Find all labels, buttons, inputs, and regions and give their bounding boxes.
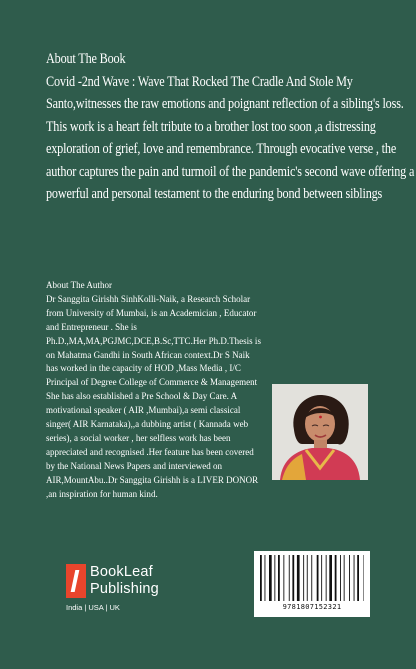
about-author-line: Principal of Degree College of Commerce & Management bbox=[46, 377, 258, 389]
about-author-line: appreciated and recognised .Her feature has been covered bbox=[46, 446, 254, 458]
isbn-barcode bbox=[254, 551, 370, 617]
about-author-line: on Mahatma Gandhi in South African context.Dr S Naik bbox=[46, 349, 250, 361]
barcode-bar bbox=[340, 555, 341, 601]
barcode-bar bbox=[321, 555, 322, 601]
about-author-line: AIR,MountAbu..Dr Sanggita Girishh is a LIVER DONOR bbox=[46, 474, 259, 486]
about-author-line: from University of Mumbai, is an Academician , Educator bbox=[46, 307, 257, 319]
about-author-heading: About The Author bbox=[46, 280, 112, 291]
publisher-regions: India | USA | UK bbox=[66, 603, 120, 612]
barcode-bar bbox=[269, 555, 272, 601]
barcode-bar bbox=[307, 555, 308, 601]
isbn-number: 9781807152321 bbox=[282, 603, 342, 611]
author-photo bbox=[272, 384, 368, 480]
about-author-line: singer( AIR Karnataka),,a dubbing artist ( Kannada web bbox=[46, 419, 249, 431]
barcode-bar bbox=[265, 555, 266, 601]
barcode-bar bbox=[292, 555, 294, 601]
barcode-bar bbox=[329, 555, 332, 601]
about-author-line: She has also established a Pre School & Day Care. A bbox=[46, 391, 238, 403]
barcode-bar bbox=[278, 555, 280, 601]
about-book-line: This work is a heart felt tribute to a brother lost too soon ,a distressing bbox=[46, 118, 376, 135]
about-book-heading: About The Book bbox=[46, 51, 126, 67]
about-book-line: powerful and personal testament to the enduring bond between siblings bbox=[46, 186, 383, 202]
barcode-bar bbox=[274, 555, 275, 601]
about-book-line: exploration of grief, love and remembrance. Through evocative verse , the bbox=[46, 141, 397, 157]
barcode-bar bbox=[260, 555, 262, 601]
barcode-bar bbox=[364, 555, 365, 601]
barcode-bar bbox=[335, 555, 337, 601]
about-book-line: Covid -2nd Wave : Wave That Rocked The Cradle And Stole My bbox=[46, 73, 353, 90]
bookleaf-publishing-logo bbox=[66, 564, 186, 614]
barcode-bar bbox=[303, 555, 304, 601]
barcode-bar bbox=[326, 555, 327, 601]
about-the-author-section bbox=[46, 279, 286, 502]
about-author-line: series), a social worker , her selfless work has been bbox=[46, 432, 231, 444]
publisher-name-line2: Publishing bbox=[90, 581, 159, 597]
about-author-line: ,an inspiration for human kind. bbox=[46, 488, 158, 500]
barcode-bars bbox=[260, 555, 364, 601]
barcode-bar bbox=[357, 555, 359, 601]
about-author-line: by the National News Papers and interviewed on bbox=[46, 460, 223, 472]
about-author-line: Ph.D.,MA,MA,PGJMC,DCE,B.Sc,TTC.Her Ph.D.Thesis is bbox=[46, 335, 261, 347]
barcode-bar bbox=[311, 555, 312, 601]
barcode-bar bbox=[283, 555, 284, 601]
barcode-bar bbox=[344, 555, 345, 601]
barcode-bar bbox=[297, 555, 300, 601]
about-author-line: and Entrepreneur . She is bbox=[46, 321, 137, 333]
barcode-bar bbox=[289, 555, 290, 601]
about-book-line: Santo,witnesses the raw emotions and poignant reflection of a sibling's loss. bbox=[46, 96, 404, 112]
about-author-line: Dr Sanggita Girishh SinhKolli-Naik, a Research Scholar bbox=[46, 293, 251, 305]
about-author-line: has worked in the capacity of HOD ,Mass Media , I/C bbox=[46, 363, 241, 375]
about-author-line: motivational speaker ( AIR ,Mumbai),a semi classical bbox=[46, 405, 241, 417]
barcode-bar bbox=[349, 555, 350, 601]
publisher-name-line1: BookLeaf bbox=[90, 564, 153, 580]
bookleaf-logo-icon bbox=[66, 564, 86, 598]
about-the-book-section bbox=[46, 48, 415, 206]
barcode-bar bbox=[317, 555, 319, 601]
barcode-bar bbox=[354, 555, 355, 601]
about-book-line: author captures the pain and turmoil of the pandemic's second wave offering a bbox=[46, 163, 415, 180]
